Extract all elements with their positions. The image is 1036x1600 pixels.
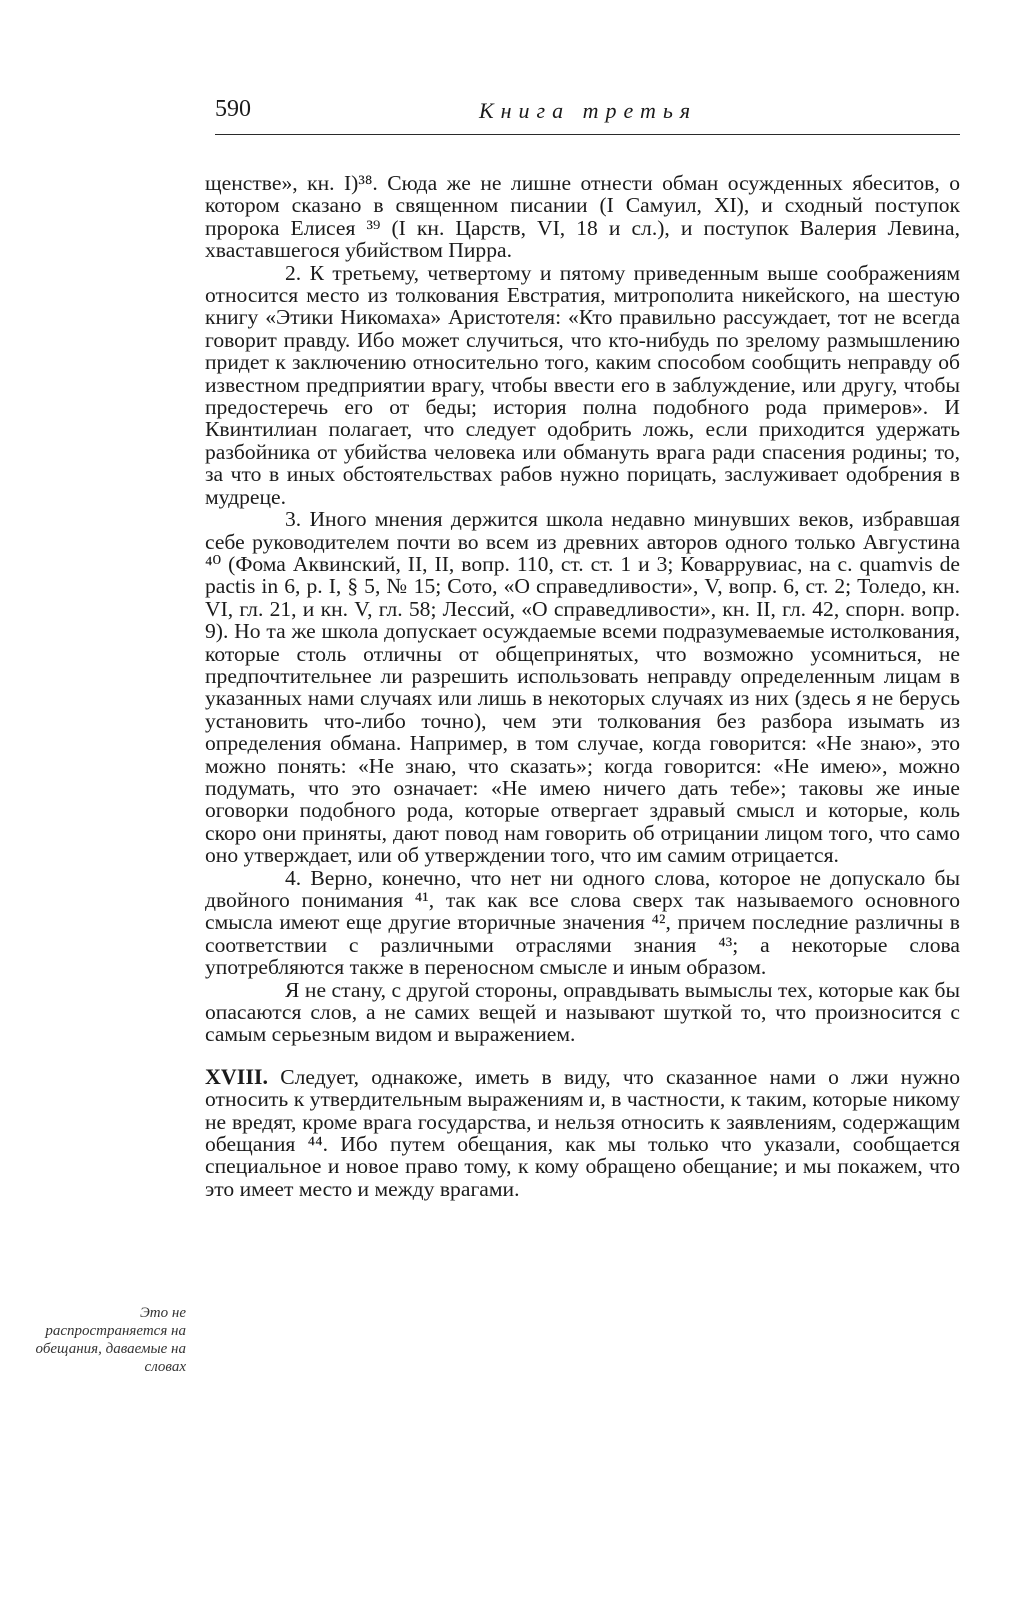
header-rule — [215, 134, 960, 135]
paragraph: 3. Иного мнения держится школа недавно минувших веков, избравшая себе руководителем почти во всем из древних авторов одного только Августина ⁴⁰ (Фома Аквинский, II, II, вопр. 110, ст. ст. 1 и 3; Коваррувиас, на с. quamvis de pactis in 6, p. I, § 5, № 15; Сото, «О справедливости», V, вопр. 6, ст. 2; Толедо, кн. VI, гл. 21, и кн. V, гл. 58; Лессий, «О справедливости», кн. II, гл. 42, спорн. вопр. 9). Но та же школа допускает осуждаемые всеми подразумеваемые истолкования, которые столь отличны от общепринятых, что возможно усомниться, не предпочтительнее ли разрешить использовать неправду определенным лицам в указанных нами случаях или лишь в некоторых случаях из них (здесь я не берусь установить что-либо точно), чем эти толкования без разбора изымать из определения обмана. Например, в том случае, когда говорится: «Не знаю», это можно понять: «Не знаю, что сказать»; когда говорится: «Не имею», можно подумать, что это означает: «Не имею ничего дать тебе»; таковы же иные оговорки подобного рода, которые отвергает здравый смысл и которые, коль скоро они приняты, дают повод нам говорить об отрицании лицом того, что само оно утверждает, или об утверждении того, что им самим отрицается. — [205, 507, 960, 868]
margin-note: Это не распространяется на обещания, даваемые на словах — [35, 1305, 186, 1375]
section-number: XVIII. — [205, 1063, 268, 1089]
body-text — [205, 172, 960, 1200]
paragraph: 4. Верно, конечно, что нет ни одного слова, которое не допускало бы двойного понимания ⁴¹, так как все слова сверх так называемого основного смысла имеют еще другие вторичные значения ⁴², причем последние различны в соответствии с различными отраслями знания ⁴³; а некоторые слова употребляются также в переносном смысле и иным образом. — [205, 865, 960, 980]
section-paragraph — [205, 1063, 960, 1201]
paragraph: Я не стану, с другой стороны, оправдывать вымыслы тех, которые как бы опасаются слов, а не самих вещей и называют шуткой то, что произносится с самым серьезным видом и выражением. — [205, 977, 960, 1047]
section-text: Следует, однакоже, иметь в виду, что сказанное нами о лжи нужно относить к утвердительным выражениям и, в частности, к таким, которые никому не вредят, кроме врага государства, и нельзя относить к заявлениям, содержащим обещания ⁴⁴. Ибо путем обещания, как мы только что указали, сообщается специальное и новое право тому, к кому обращено обещание; и мы покажем, что это имеет место и между врагами. — [205, 1064, 960, 1201]
page-number: 590 — [215, 96, 251, 122]
page-header — [215, 96, 960, 130]
running-title: Книга третья — [479, 98, 698, 123]
paragraph: щенстве», кн. I)³⁸. Сюда же не лишне отнести обман осужденных ябеситов, о котором сказано в священном писании (I Самуил, XI), и сходный поступок пророка Елисея ³⁹ (I кн. Царств, VI, 18 и сл.), и поступок Валерия Левина, хваставшегося убийством Пирра. — [205, 171, 960, 263]
paragraph: 2. К третьему, четвертому и пятому приведенным выше соображениям относится место из толкования Евстратия, митрополита никейского, на шестую книгу «Этики Никомаха» Аристотеля: «Кто правильно рассуждает, тот не всегда говорит правду. Ибо может случиться, что кто-нибудь по зрелому размышлению придет к заключению относительно того, каким способом сообщить неправду об известном предприятии врагу, чтобы ввести его в заблуждение, или другу, чтобы предостеречь его от беды; история полна подобного рода примеров». И Квинтилиан полагает, что следует одобрить ложь, если приходится удержать разбойника от убийства человека или обмануть врага ради спасения родины; то, за что в иных обстоятельствах рабов нужно порицать, заслуживает одобрения в мудреце. — [205, 260, 960, 509]
